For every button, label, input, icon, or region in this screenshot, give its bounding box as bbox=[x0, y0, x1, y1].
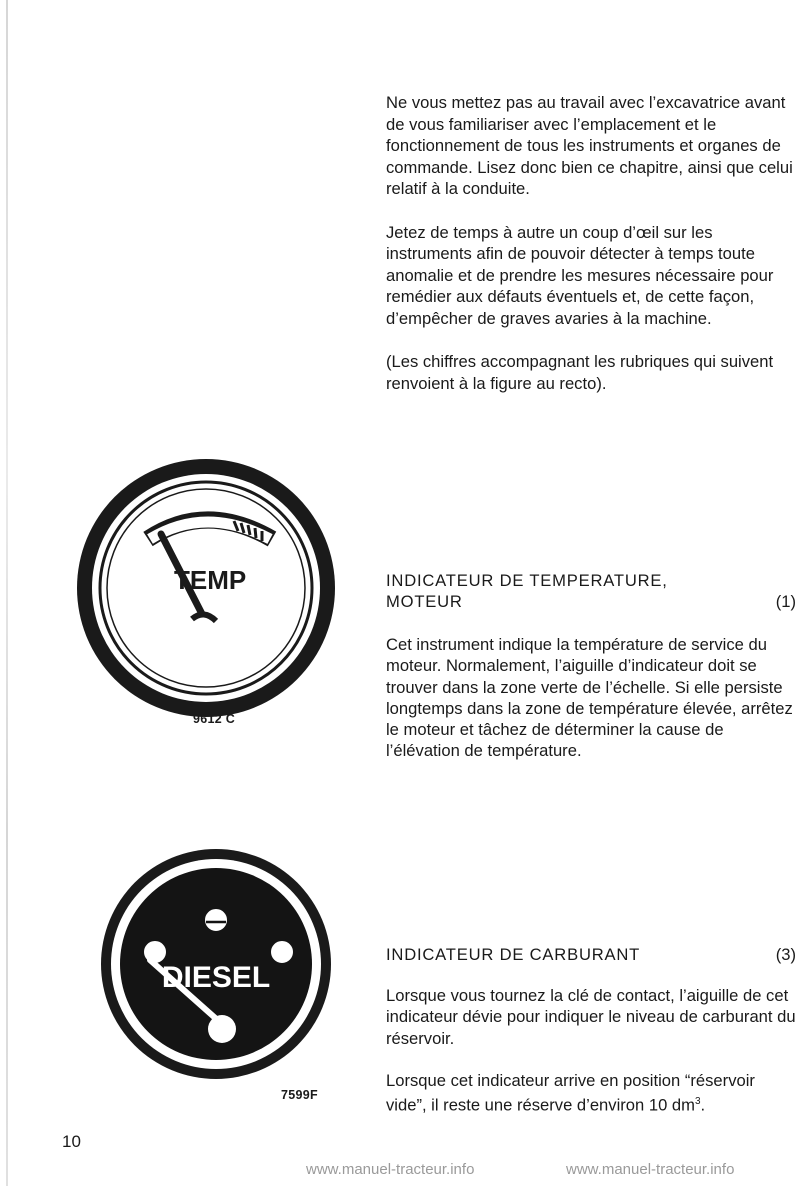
temp-section-body bbox=[386, 634, 798, 783]
fuel-body-text-2-end: . bbox=[700, 1095, 706, 1115]
temp-body-text: Cet instrument indique la température de service du moteur. Normalement, l’aiguille d’indicateur doit se trouver dans la zone verte de l’échelle. Si elle persiste longtemps dans la zone de température élevée, arrêtez le moteur et tâchez de déterminer la cause de l’élévation de température. bbox=[386, 635, 793, 761]
fuel-body-text-2 bbox=[386, 1070, 798, 1116]
page-number: 10 bbox=[62, 1132, 81, 1151]
temp-face-label: TEMP bbox=[174, 565, 247, 595]
intro-paragraph-1: Ne vous mettez pas au travail avec l’excavatrice avant de vous familiariser avec l’emplacement et le fonctionnement de tous les instruments et organes de commande. Lisez donc bien ce chapitre, ainsi que celui relatif à la conduite. bbox=[386, 93, 793, 198]
fuel-body-text-2-main: Lorsque cet indicateur arrive en position “réservoir vide”, il reste une réserve d’environ 10 dm bbox=[386, 1070, 755, 1115]
fuel-section-body bbox=[386, 985, 798, 1137]
intro-paragraph-2: Jetez de temps à autre un coup d’œil sur les instruments afin de pouvoir détecter à temps toute anomalie et de prendre les mesures nécessaire pour remédier aux défauts éventuels et, de cette façon, d’empêcher de graves avaries à la machine. bbox=[386, 222, 774, 328]
fuel-figure-code: 7599F bbox=[281, 1088, 318, 1102]
fuel-ref-number: (3) bbox=[775, 945, 796, 964]
temperature-gauge-icon bbox=[76, 451, 346, 721]
watermark-right: www.manuel-tracteur.info bbox=[566, 1161, 735, 1178]
intro-text bbox=[386, 92, 798, 416]
watermark-left: www.manuel-tracteur.info bbox=[306, 1161, 475, 1178]
fuel-body-text-1: Lorsque vous tournez la clé de contact, l’aiguille de cet indicateur dévie pour indiquer le niveau de carburant du réservoir. bbox=[386, 986, 796, 1048]
fuel-gauge-icon bbox=[100, 848, 332, 1080]
fuel-section-title bbox=[386, 944, 798, 965]
page-edge bbox=[6, 0, 8, 1186]
temp-ref-number: (1) bbox=[775, 592, 796, 611]
fuel-title-text: INDICATEUR DE CARBURANT bbox=[386, 945, 641, 964]
temp-title-line-1: INDICATEUR DE TEMPERATURE, bbox=[386, 571, 668, 590]
temp-figure-code: 9612 C bbox=[193, 712, 236, 726]
intro-paragraph-3: (Les chiffres accompagnant les rubriques qui suivent renvoient à la figure au recto). bbox=[386, 352, 774, 393]
fuel-body-superscript: 3 bbox=[694, 1096, 701, 1108]
fuel-face-label: DIESEL bbox=[161, 961, 271, 994]
temp-title-line-2: MOTEUR bbox=[386, 592, 463, 611]
temp-section-title bbox=[386, 570, 798, 612]
